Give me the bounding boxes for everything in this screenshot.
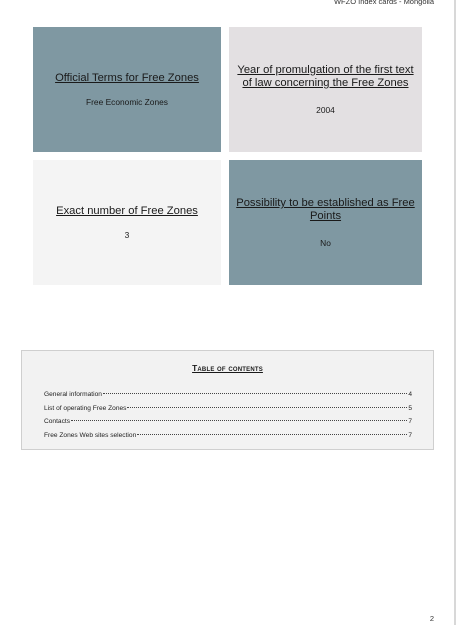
toc-entry-page: 5 [408, 404, 412, 412]
card-value: No [320, 238, 331, 248]
toc-leader-dots [137, 434, 407, 435]
toc-entry-web-sites-selection[interactable] [44, 432, 412, 446]
card-value: 3 [124, 230, 130, 240]
toc-entry-label: General information [44, 391, 102, 398]
toc-entry-label: Contacts [44, 418, 71, 425]
toc-entry-page: 4 [408, 391, 412, 398]
table-of-contents [21, 350, 434, 450]
running-header: WFZO Index cards - Mongolia [333, 0, 434, 6]
card-value: Free Economic Zones [86, 97, 168, 107]
toc-entry-page: 7 [408, 418, 412, 425]
page-number: 2 [429, 614, 434, 623]
toc-list [44, 391, 412, 445]
toc-leader-dots [127, 407, 407, 408]
card-title: Year of promulgation of the first text of law concerning the Free Zones [237, 64, 414, 89]
toc-entry-label: Free Zones Web sites selection [44, 431, 137, 439]
card-title: Possibility to be established as Free Points [236, 197, 415, 222]
toc-title: Table of contents [192, 363, 263, 373]
card-title: Official Terms for Free Zones [55, 72, 199, 84]
card-free-points [229, 160, 422, 285]
card-number-of-free-zones [33, 160, 221, 285]
card-year-of-promulgation [229, 27, 422, 152]
card-title: Exact number of Free Zones [56, 205, 198, 217]
toc-entry-contacts[interactable] [44, 418, 412, 432]
toc-leader-dots [71, 420, 407, 421]
toc-leader-dots [103, 393, 407, 394]
toc-entry-label: List of operating Free Zones [44, 404, 127, 412]
toc-entry-operating-free-zones[interactable] [44, 405, 412, 419]
card-official-terms [33, 27, 221, 152]
card-value: 2004 [316, 105, 335, 115]
toc-entry-general-information[interactable] [44, 391, 412, 405]
toc-entry-page: 7 [408, 431, 412, 439]
